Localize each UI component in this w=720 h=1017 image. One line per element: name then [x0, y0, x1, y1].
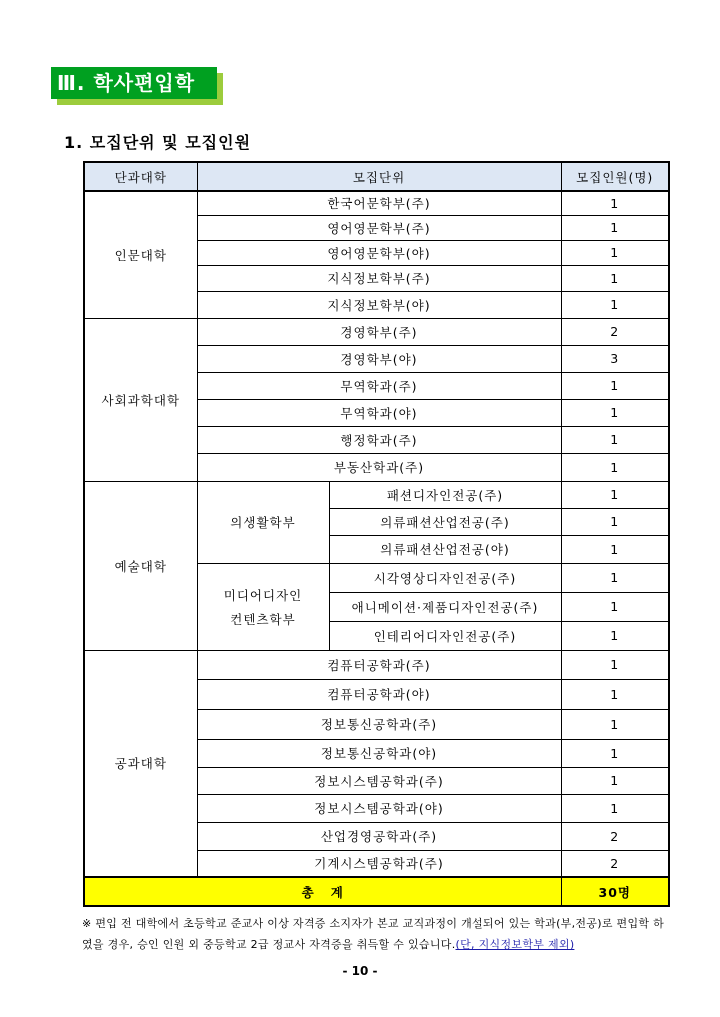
count-cell: 1 [561, 215, 669, 240]
unit-cell: 지식정보학부(주) [197, 265, 561, 291]
table-row [84, 191, 669, 215]
count-cell: 1 [561, 481, 669, 508]
table-row [84, 481, 669, 508]
total-label: 총 계 [84, 877, 561, 906]
recruitment-table [83, 161, 670, 907]
unit-cell: 경영학부(야) [197, 345, 561, 372]
unit-cell: 무역학과(야) [197, 399, 561, 426]
count-cell: 1 [561, 372, 669, 399]
unit-cell: 정보시스템공학과(주) [197, 767, 561, 794]
unit-cell: 영어영문학부(야) [197, 240, 561, 265]
unit-cell: 부동산학과(주) [197, 453, 561, 481]
header-unit: 모집단위 [197, 162, 561, 191]
unit-cell: 의류패션산업전공(주) [329, 508, 561, 535]
unit-cell: 기계시스템공학과(주) [197, 850, 561, 877]
count-cell: 1 [561, 399, 669, 426]
table-row [84, 318, 669, 345]
unit-cell: 컴퓨터공학과(야) [197, 679, 561, 709]
subheading: 1. 모집단위 및 모집인원 [64, 133, 252, 152]
count-cell: 1 [561, 535, 669, 563]
unit-cell: 영어영문학부(주) [197, 215, 561, 240]
table-header-row [84, 162, 669, 191]
count-cell: 2 [561, 822, 669, 850]
count-cell: 1 [561, 240, 669, 265]
count-cell: 1 [561, 794, 669, 822]
college-cell: 공과대학 [84, 650, 197, 877]
header-college: 단과대학 [84, 162, 197, 191]
college-cell: 사회과학대학 [84, 318, 197, 481]
unit-cell: 한국어문학부(주) [197, 191, 561, 215]
header-count: 모집인원(명) [561, 162, 669, 191]
total-value: 30명 [561, 877, 669, 906]
count-cell: 1 [561, 621, 669, 650]
unit-cell: 정보통신공학과(야) [197, 739, 561, 767]
unit-cell: 산업경영공학과(주) [197, 822, 561, 850]
count-cell: 1 [561, 426, 669, 453]
unit-cell: 의류패션산업전공(야) [329, 535, 561, 563]
unit-cell: 애니메이션·제품디자인전공(주) [329, 592, 561, 621]
count-cell: 3 [561, 345, 669, 372]
unit-cell: 행정학과(주) [197, 426, 561, 453]
unit-cell: 정보시스템공학과(야) [197, 794, 561, 822]
total-row [84, 877, 669, 906]
count-cell: 2 [561, 318, 669, 345]
count-cell: 1 [561, 650, 669, 679]
count-cell: 2 [561, 850, 669, 877]
unit-cell: 지식정보학부(야) [197, 291, 561, 318]
count-cell: 1 [561, 508, 669, 535]
section-title: Ⅲ. 학사편입학 [51, 67, 217, 99]
college-cell: 인문대학 [84, 191, 197, 318]
count-cell: 1 [561, 679, 669, 709]
division-cell [197, 563, 329, 650]
unit-cell: 인테리어디자인전공(주) [329, 621, 561, 650]
count-cell: 1 [561, 739, 669, 767]
count-cell: 1 [561, 265, 669, 291]
count-cell: 1 [561, 453, 669, 481]
unit-cell: 패션디자인전공(주) [329, 481, 561, 508]
unit-cell: 정보통신공학과(주) [197, 709, 561, 739]
count-cell: 1 [561, 709, 669, 739]
count-cell: 1 [561, 767, 669, 794]
footnote [82, 913, 672, 955]
count-cell: 1 [561, 592, 669, 621]
note-mark: ※ [82, 917, 92, 930]
unit-cell: 시각영상디자인전공(주) [329, 563, 561, 592]
division-line: 미디어디자인 [223, 587, 303, 603]
section-badge [51, 67, 217, 99]
unit-cell: 경영학부(주) [197, 318, 561, 345]
division-cell: 의생활학부 [197, 481, 329, 563]
count-cell: 1 [561, 191, 669, 215]
college-cell: 예술대학 [84, 481, 197, 650]
table-row [84, 650, 669, 679]
unit-cell: 컴퓨터공학과(주) [197, 650, 561, 679]
count-cell: 1 [561, 563, 669, 592]
division-line: 컨텐츠학부 [230, 611, 296, 627]
page-number: - 10 - [342, 964, 378, 978]
note-text: 편입 전 대학에서 초등학교 준교사 이상 자격증 소지자가 본교 교직과정이 개설되어 있는 학과(부,전공)로 편입학 하였을 경우, 승인 인원 외 중등학교 2급 정교사 자격증을 취득할 수 있습니다. [82, 917, 665, 951]
count-cell: 1 [561, 291, 669, 318]
unit-cell: 무역학과(주) [197, 372, 561, 399]
note-highlight: (단, 지식정보학부 제외) [455, 938, 575, 951]
